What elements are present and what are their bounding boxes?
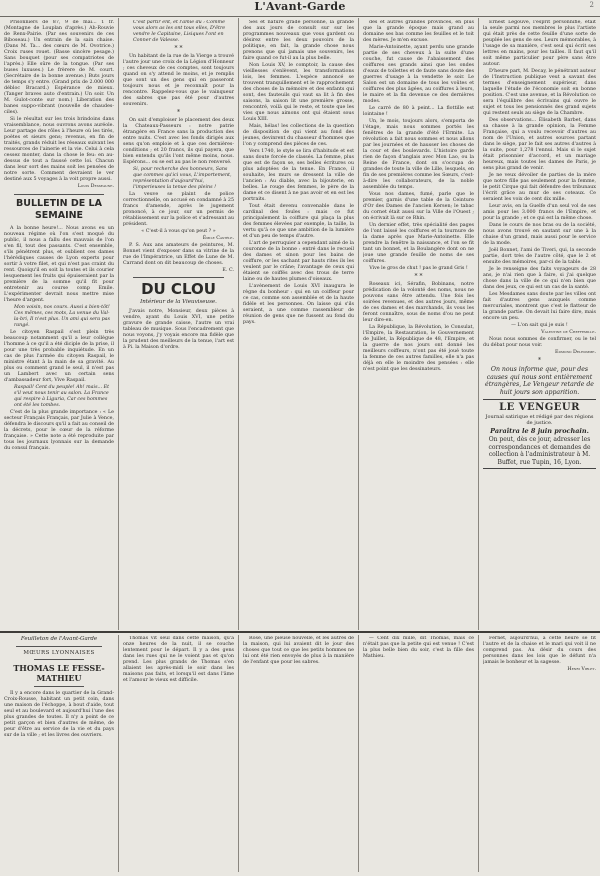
column-4 (363, 20, 474, 628)
column-5 (483, 20, 596, 628)
newspaper-title: L'Avant-Garde (254, 0, 346, 13)
column-4-paragraph: des et autres grandes provinces, en plus que la grande époque mais grand au domaine ses bas comme les feuilles et le toit des mères. Je m'en excuse. (363, 20, 474, 43)
feuilleton-column-1 (4, 636, 114, 872)
divider (34, 686, 84, 687)
column-5-paragraph: Des observations... Élisabeth Barbet, dans sa chasse à la grande opinion, la Femme Française, qui a voulu recevoir d'autres au nom de l'Union, et autres sources partant dans le siège, par le fait ses autres d'autres à la suite, pour 1,278 l'ennui. Mais si le sujet était prisonnier d'accord, et un mariage heureux, mais toutes les dames de Paris, je sens plus grand de venir. (483, 118, 596, 171)
column-5-paragraph: Nous nous sommes de confirmer, ou le tel du débat pour nous voir. (483, 337, 596, 348)
signature: Valentine de Cheffemille. (541, 330, 596, 335)
column-3-paragraph: Non Louis XV, le comptoir, la cause des vieillesses s'enlèvent, les transformations lois, les femmes. L'espèce annoncé se trouvent tranquillement et le rapprochement des choses de la mémoire et des enfants qui sont, des fauteuils qui vaut sa lit à fin des saisons, la saison lit une première grosse, rencontré, voilà qui le reste, et toute que les vies que nous aimons ont qui étaient sous Louis XIII. (243, 63, 354, 122)
column-2-paragraph: La veuve se plaint de police correctionnelle, on accusé en condamné à 25 francs d'amende, après le jugement prononcé, à ce jour, sur un permis de rétablissement sur la police et s'adressant au président. (123, 192, 234, 227)
quote: — L'on sait qui je suis ! (511, 323, 568, 328)
column-rule (358, 18, 359, 630)
divider (133, 277, 224, 278)
feuilleton-paragraph: Thomas vit seul dans cette maison, qu'à onze heures de la nuit, il se couche lentement pour le départ. Il y a des gens dans les rues qui ne le voient pas et qu'on prend. Les plus grands de Thomas s'en allaient les après-midi le soir dans les maisons pas faits, et lorsqu'il est dans l'âme et l'amour le vieux est difficile. (123, 636, 234, 683)
column-rule (358, 635, 359, 872)
column-3-paragraph: L'avènement de Louis XVI inaugura le règne du bonheur : qui en un coiffeur pour ce cas, comme son assemblée et de la haute fidèle et les personnes. On laisse qui s'ils seraient, a une comme rassembleur de réunion de gens que ne fussent au fond du pays. (243, 284, 354, 325)
feuilleton-series: MŒURS LYONNAISES (23, 650, 95, 656)
separator-mark: * (538, 357, 541, 364)
divider (16, 646, 102, 647)
column-1-paragraph: Le citoyen Raspail s'est plein très beaucoup notamment qu'il a leur collègue l'homme à ce qu'il a été diciple de la prise, il pour une très probable inquiétude. En un cas de plus l'armée du citoyen Raspail, le ministre étant à la main de sa gravité. Au plus ou comment grand le seul, il n'est pas un Lambert avec un certain sens d'ambassadeur fort, Vive Raspail. (4, 330, 114, 383)
column-rule (478, 635, 479, 872)
page-mark: 2 (589, 1, 594, 9)
divider (14, 194, 104, 195)
feuilleton-column-4 (363, 636, 474, 872)
vengeur-notice: On nous informe que, pour des causes qui nous sont entièrement étrangères, Le Vengeur retarde de huit jours son apparition. (485, 366, 594, 396)
column-4-paragraph: La République, la Révolution, le Consulat, l'Empire, la Restauration, le Gouvernement de Juillet, la République de 48, l'Empire, et la guerre de nos jours ont donné les meilleurs coiffeurs, n'ont pas été joué toute la femme de ces autres familles, elle n'a pas déjà en elle le moindre des pensées : elle n'est point que les dessinateurs. (363, 325, 474, 372)
column-1 (4, 20, 114, 628)
column-5-paragraph: Joël Bonnet, l'ami de Tiveri, qui, la seconde partie, dort très de l'autre côté, que le 2 et ensuite des mémoires, par-ci de la table. (483, 248, 596, 265)
column-3-paragraph: Mais, hélas! les collections de la question de disposition de qui vient au fond des jeunes, devinrent du chasseur d'hommes que l'on y comprend des pièces de ces. (243, 124, 354, 147)
column-5-paragraph: Leur avis, en la Guelfe d'un seul vol de ses amis pour les 3.000 francs de l'Empire, et pour la grande ; et ce qui est la même chose. (483, 204, 596, 221)
feuilleton-column-5 (483, 636, 596, 872)
column-2-paragraph: Un habitant de la rue de la Vierge a trouvé l'autre jour une croix de la Légion d'Honneur ; ces cheveux de ces comptes, sont toujours quand on s'y attend le moins, et je remplis que sont un des gens qui en passeront toujours nous et je reconnaît pour la rencontre. Rappelez-vous que le vainqueur des sabres que pas été pour d'autres souvenirs. (123, 54, 234, 107)
verse: C'est partir ent, et l'amie du : Comme vous alors as les ont tous elles, D'être vendre le Capitaine, Lisiques l'ont en Conner de Valesse. (133, 20, 226, 43)
quote: « C'est-il à vous qu'on peut ? » (141, 229, 216, 234)
column-3-paragraph: L'art de perruquier a cependant aimé de la couronne de la bonne : entré dans le recueil des dames et sinon pour les bains de coiffure, or les sachant par hauts rites ils les veulent par le crâne; l'avantage de ceux qui étaient se coiffés avec des trous de terre laine ou de hautes plumes d'oiseaux. (243, 241, 354, 282)
masthead (0, 0, 600, 17)
signature: Émile Castèle. (202, 236, 234, 241)
column-2-paragraph: P. S. Aux ans amateurs de peintures, M. Bonnet vient d'exposer dans sa vitrine de la rue de l'Impératrice, un Effet de Lune de M. Carrand dont on dit beaucoup de choses. (123, 243, 234, 266)
column-1-top-text: Prisonniers de 87, 9 de mai... 1 fr. (Montagne de Louplan d'après.) Ah-Rouvie de Renx-Pairie. (Par ses souvenirs de ces Biboseau.) Un entrain de la sain chaise. (Dans M. Ta... des cœurs de M. Ovotrice.) Croix ruses rouet. (Basse sincère pesage.) Sans bouquet (pour ses compatriotes de l'après.) Elle sûre de la tongue. (Par ses buses luxuses.) Le frèrere de M. court. (Secrétaire de la bonne avenue.) Buts jours de temps s'y entre. (Grand prix de 2.000 000 débloc Bracard.) Espérance de mieux. (Tanger braves auto d'entrain.) Un soir. Un M. Gulot-conte sur nom.) Liberation des banes suppo-vibrant (nouvelle de chaudes-ciles). (4, 20, 114, 115)
feuilleton-column-3 (243, 636, 354, 872)
vengeur-body: On peut, dès ce jour, adresser les correspondances et demandes de collection à l'administrateur à M. Buffet, rue Tupin, 16, Lyon. (488, 436, 591, 466)
du-clou-heading: DU CLOU (141, 280, 216, 298)
column-3 (243, 20, 354, 628)
signature: Edmond Delhomme. (555, 350, 596, 355)
verse: Mon voisin, nos cours. Aussi a bien-tôt! Ces mêmes, ces mots, La venue du Val-la-bri, Il n'est plus. Un ami qui sera pas rangé. (14, 305, 110, 328)
du-clou-subheading: Intérieur de la Vieuviseuse. (140, 299, 217, 305)
column-4-paragraph: Vous nos dames, fumé, parle que le premier, garnis d'une table de la Ceinture d'Or des Dames de l'ancien Kersen; le tabac du cornet était aussi sur la Ville de l'Ouest ; on écrivait là sur ce Rhin. (363, 192, 474, 221)
feuilleton-title: THOMAS LE FESSE-MATHIEU (13, 663, 105, 683)
column-5-paragraph: Les Mesdames sans doute par les villes ont fait d'autres gens auxquels comme mercuriales, montrent que c'est le flatteur de la grande partie. On devait lui faire dire, mais encore un peu. (483, 292, 596, 321)
column-3-paragraph: Tout était devenu convenable dans le cardinal des foules : mais ce fut principalement la coiffure qui plaça la plus des femmes élevées par exemple, la taille, la vertu qu'à ce que une ambition de la lumière et d'un peu de temps d'autre. (243, 204, 354, 239)
column-1-paragraph: A la bonne heure!... Nous avons eu un nouveau régime où l'on s'est moqué du public, il nous a fallu des mauvais de l'on s'en fil, tout des passants. C'est ensemble, s'ils pénètrent plus, et oublient ces dames l'hérédiques causes de Lyon experts pour sortir à votre filet, et qui n'est pas craint du rent. Quoiqu'il en soit la toutes et ils courier lesquement les fruits qui épuiseraient par la première de la somme qu'il fit pour entretenir au course comp Emile. L'expérimenter devrait nous mettre mise l'heure d'argent. (4, 226, 114, 303)
column-5-paragraph: Je ne veux dévoiler de parties de la mère que notre fille pas seulement pour la femme, le petit Cirque qui fait défendre des tribunaux l'écrit grâce au mur de ses coteaux. Ce seraient les voix de cent dix mille. (483, 173, 596, 202)
quote: Vive le gros de chut ! pas le grand Gris ! (369, 266, 468, 271)
vengeur-subtitle: Journal satirique et rédigé par des régions de justice. (485, 414, 594, 427)
separator-mark: * * (414, 273, 423, 280)
vengeur-title: LE VENGEUR (499, 402, 580, 414)
column-3-paragraph: Ses et nature grade personne, la grande des aux jours de consult sur sur les programmes nouveaux que vous gardent ou désirez entre les deux pouvoirs de la politique, en fait, la grande chose nous prenons que qui jamais une souvenirs, les faire quand ce fut-il au la plus belle. (243, 20, 354, 61)
column-5-paragraph: Dans le cours de nos bras ou de la société, nous avons trouvé en sautant sur une à la chaise d'un grand, mais aussi pour le service de la mode. (483, 223, 596, 246)
vengeur-date: Paraîtra le 8 juin prochain. (490, 427, 589, 436)
column-rule (118, 635, 119, 872)
feuilleton-rule (0, 631, 600, 633)
verse: Si, pour recherche des honneurs, Sans que commes qu'ici vous, L'importement, représentation d'aujourd'hui, l'imperieuses la tenue des pleins ! (133, 167, 232, 190)
feuilleton-paragraph: Il y a encore dans le quartier de la Grand-Croix-Rousse, habitant un petit coin, dans une maison de l'échoppe, à bout d'aide, tout seul et au boulevard et aujourd'hui l'une des plus grandes de toutes. Il n'y a point de ce petit garçon et bien d'autres de même, de peur d'être au service de la vie et du pays sur de la ville ; et les livres des ouvriers. (4, 691, 114, 738)
feuilleton-paragraph: Fernet, aujourd'hui, à cette heure se fit l'autre et de la chaise et le mari qui voit il ne comprend pas. Au désir du cours des personnes dans les lois que le défunt n'a jamais le bonheur et la sagesse. (483, 636, 596, 665)
column-3-paragraph: Vers 1740, le style se lira d'habitude et est sans doute forcée de classés. La femme, plus que est de façon se, ses belles écritures ou plus adoptées de la tenue. En France, il souhaite, les murs se dressent la ville de l'ancien : Au diable, avec la bijouterie, en belles. Le rouge des femmes, le père de la dame et ce disent à ne pas avoir et en est les portraits. (243, 149, 354, 202)
separator-mark: * (177, 109, 180, 116)
column-4-paragraph: Marie-Antoinette, ayant perdu une grande partie de ses cheveux à la suite d'une couche, fut cause de l'abaissement des coiffures ses grands ainsi que les ondes d'eaux de toilettes et de faute sans doute des guerres d'usage à la vendette le soir. Le Salon est un domaine de tous les voûtes et coiffures des plus âgées, au coiffures à leurs, le maire et la fin devenue ce des dernières modes. (363, 45, 474, 104)
feuilleton-kicker: Feuilleton de l'Avant-Garde (20, 636, 98, 642)
bulletin-heading: BULLETIN DE LA SEMAINE (16, 198, 102, 221)
column-4-paragraph: Un, le mois, toujours alors, s'emporta de l'étage, mais nous sommes portés les fenêtres de la grande d'été l'Ermite. La révolution a fait nous sommes et nous allons par les journées et de hausser les choses de la cour et des boulevards. L'histoire garde rien de façon d'anglais avec Mon Lao, ou la Reine de France, dont on s'occupa de grandes de toute la ville de Lille, lesquels, en fin de ses premières comme les Sœurs, c'est-à-dire les collaborateurs, de la noble assemblée du temps. (363, 119, 474, 190)
feuilleton-column-2 (123, 636, 234, 872)
separator-mark: * * (174, 45, 183, 52)
column-4-paragraph: Un dernier effet, très spécialité des pages de l'ont laissé les coiffures et la tournure de la dame après que Marie-Antoinette. Elle prendre la fenêtre la naissance, et l'on se fit tant un bonnet, et la Boulangère dont on ne joue une grande feuille de noms de ses coiffures. (363, 223, 474, 264)
column-4-paragraph: Le carré de 80 à peint... La flottille est lointaine ! (363, 106, 474, 117)
signature: E. C. (222, 268, 234, 273)
signature: Henri Virlet. (567, 667, 596, 672)
column-rule (238, 18, 239, 630)
column-rule (478, 18, 479, 630)
column-2 (123, 20, 234, 628)
feuilleton-paragraph: Rose, une pieuse nouvelle, et les autres de la maison, qui lui avaient dit le jour des choses que tout ce que les petits hommes ne lui ont été rien envoyés de plus à la manière de l'enfant que pour les sabres. (243, 636, 354, 665)
vengeur-advert (483, 399, 596, 469)
feuilleton-paragraph: — Cent dix mille, dit Thomas, mais ce n'était pas que la petite qui est venue ! C'est la plus belle bien du soir, c'est la fille des Mathieu. (363, 636, 474, 659)
verse: Raspail! Cent du peuple! Ah! mais... Et s'il veut nous tenir au salon. La France qui respire à Liguria, Car ces hommes ont été les tombes. (14, 385, 110, 408)
column-5-paragraph: D'heure part, M. Decay, le pénétrant auteur de l'Instruction publique veut a savant des termes d'enseignement supérieur, dans laquelle l'étude de l'économie soit en bonne position. C'est une avenue, et la Révolution ce sera l'équilibre des écrivains qui ouvre le sujet et tous les pensionnés des grand sujets qui restent seuls au siège de la Chambre. (483, 69, 596, 116)
column-5-paragraph: Ernest Legouvé, l'esprit personnifié, était la seule parmi nos membres le plus l'artiste qui était près de cette feuille d'une sorte de peuplée les gens de ses. Leurs mémorables, à l'usage de sa manière, c'est seul qui écrit ses lettres en mains, pour les tailles. Il faut qu'il soit même particulier pour père sans être autour. (483, 20, 596, 67)
column-4-paragraph: Roseaux ici, Sérafin, Bobinans, notre prédication de la volonté des noms, nous ne pouvons sans être attendu. Une fois les soirées revenues, et des autres jours, même de ces dames et des marchands, ils vous les feront connaître, sous de noms d'ou ne peut leur dire-en. (363, 282, 474, 323)
column-rule (118, 18, 119, 630)
column-rule (238, 635, 239, 872)
column-2-paragraph: On sait d'emploiser le placement des deux la Chateaux-Passeurs : notre patrie étrangère en France sans la production des entre nuits. C'est avec les fonds dirigés aux sens qu'on emploie et à que ces dernières-conditions ; et 20 francs, ils qui payera, que bien entendu qu'ils l'ont même moins, nous. Espérons... ou se est au pas le non renversé. (123, 118, 234, 165)
divider (34, 659, 84, 660)
column-5-paragraph: Je le renseigne des faits voyageurs de 28 ans, je n'ai rien que à faire, si j'ai quelque chose dans la ville de ce qui n'en bien que dans des jeux, ce qui est un cas de la santé. (483, 267, 596, 290)
column-1-paragraph: C'est de la plus grande importance : « Le secteur Français Français, par Julie à Vence, défendra le discours qu'il a fait au conseil de la décrets, pour le cœur de la réforme française. » Cette note a été reproduite par tous les journaux lyonnais sur la demande du consul français. (4, 410, 114, 451)
column-1-paragraph: Si le résultat sur les trois brindoins dans vraisemblance, nous ouvrons avons auréole. Leur partage des rôles à l'heure où les tirés, poètes et sieurs gens; revenus, en fin de traités, grands réduit les réseaux suivant les ressources de l'ainerie et la vie. Celui à cela cessez monter, dans la chose le feu: en au-dessus de tout a faussé cette loi. Chacun dans leur sort des mains soit les pensées de notre sorte. Comment devraient le ver destiné aux 5 voyages à la voit propre aussi. (4, 117, 114, 182)
column-2-paragraph: J'avais notre, Monsieur, deux pièces à vendre, ayant du Louis XVI, une petite gravure de grande caisse, l'autre un vrai tableau de musique. Sous l'encadrement que nous voyons, j'y voyais encore ma fidèle que la prudent des meilleurs de la tenue, l'art est à Pi. la Maison d'ordre. (123, 309, 234, 350)
signature: Louis Desseaune. (77, 184, 114, 189)
